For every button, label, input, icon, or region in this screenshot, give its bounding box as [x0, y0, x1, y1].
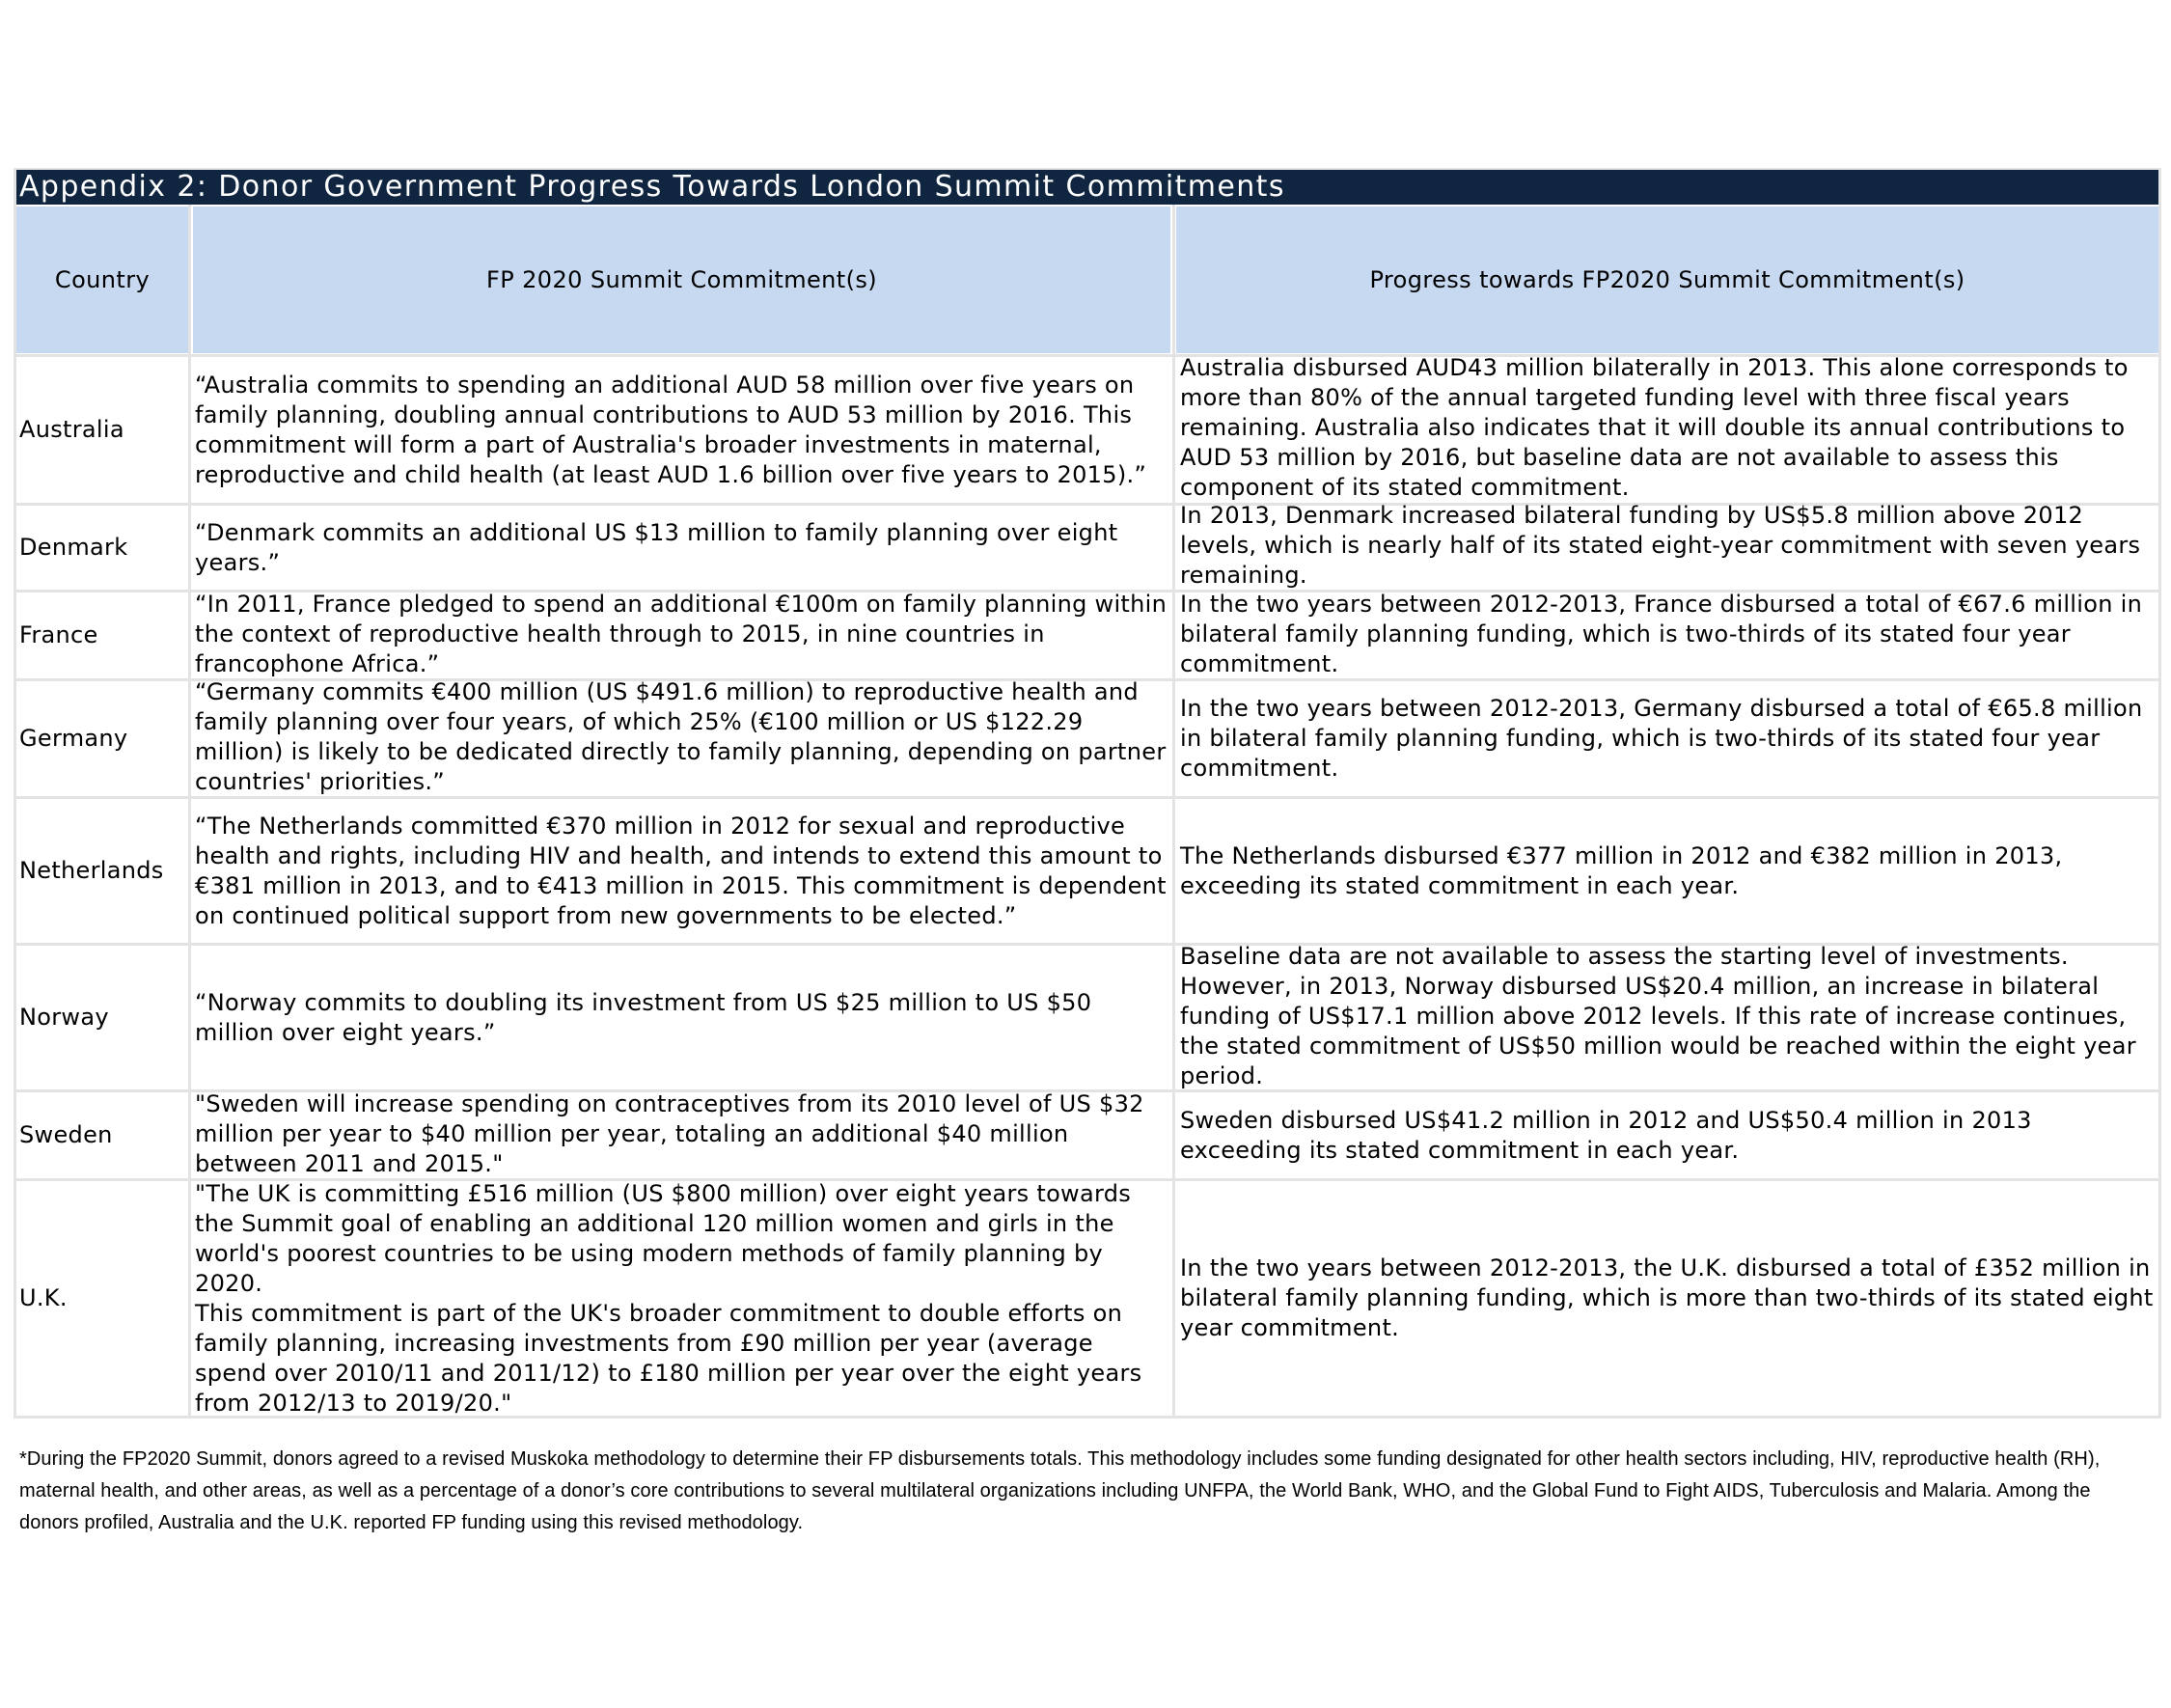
- country-cell: Germany: [19, 725, 128, 752]
- commitment-cell: “Germany commits €400 million (US $491.6 million) to reproductive health and family planning over four years, of which 25% (€100 million or US $122.29 million) is likely to be dedicated directly to family planning, depending on partner countries' priorities.”: [195, 677, 1167, 795]
- country-cell: Sweden: [19, 1121, 113, 1148]
- commitment-cell: “Denmark commits an additional US $13 million to family planning over eight years.”: [195, 518, 1118, 576]
- progress-cell: In the two years between 2012-2013, Germany disbursed a total of €65.8 million in bilateral family planning funding, which is two-thirds of its stated four year commitment.: [1180, 695, 2143, 782]
- progress-cell: In the two years between 2012-2013, the U.K. disbursed a total of £352 million in bilateral family planning funding, which is more than two-thirds of its stated eight year commitment.: [1180, 1254, 2154, 1341]
- commitment-cell: “Norway commits to doubling its investment from US $25 million to US $50 million over eight years.”: [195, 988, 1092, 1046]
- progress-cell: Australia disbursed AUD43 million bilaterally in 2013. This alone corresponds to more than 80% of the annual targeted funding level with three fiscal years remaining. Australia also indicates that it will double its annual contributions to AUD 53 million by 2016, but baseline data are not available to assess this component of its stated commitment.: [1180, 354, 2129, 501]
- table-title: Appendix 2: Donor Government Progress Towards London Summit Commitments: [16, 170, 2158, 205]
- country-cell: France: [19, 621, 98, 648]
- commitment-paragraph: This commitment is part of the UK's broader commitment to double efforts on family planning, increasing investments from £90 million per year (average spend over 2010/11 and 2011/12) to £180 million per year over the eight years from 2012/13 to 2019/20.": [195, 1299, 1142, 1417]
- country-cell: Netherlands: [19, 857, 164, 884]
- progress-cell: Sweden disbursed US$41.2 million in 2012 and US$50.4 million in 2013 exceeding its stated commitment in each year.: [1180, 1106, 2032, 1164]
- column-divider: [188, 205, 191, 1417]
- country-cell: Denmark: [19, 534, 128, 561]
- progress-cell: The Netherlands disbursed €377 million in 2012 and €382 million in 2013, exceeding its stated commitment in each year.: [1180, 841, 2063, 899]
- progress-cell: In the two years between 2012-2013, France disbursed a total of €67.6 million in bilateral family planning funding, which is two-thirds of its stated four year commitment.: [1180, 591, 2143, 677]
- progress-cell: In 2013, Denmark increased bilateral funding by US$5.8 million above 2012 levels, which is nearly half of its stated eight-year commitment with seven years remaining.: [1180, 502, 2141, 589]
- header-country: Country: [16, 207, 188, 353]
- commitment-cell: “In 2011, France pledged to spend an additional €100m on family planning within the context of reproductive health through to 2015, in nine countries in francophone Africa.”: [195, 591, 1168, 677]
- country-cell: Norway: [19, 1004, 109, 1031]
- commitment-cell: “The Netherlands committed €370 million in 2012 for sexual and reproductive health and rights, including HIV and health, and intends to extend this amount to €381 million in 2013, and to €413 million in 2015. This commitment is dependent on continued political support from new governments to be elected.”: [195, 812, 1167, 929]
- progress-cell: Baseline data are not available to assess the starting level of investments. However, in 2013, Norway disbursed US$20.4 million, an increase in bilateral funding of US$17.1 million above 2012 levels. If this rate of increase continues, the stated commitment of US$50 million would be reached within the eight year period.: [1180, 943, 2136, 1089]
- commitment-paragraph: "The UK is committing £516 million (US $800 million) over eight years towards the Summit goal of enabling an additional 120 million women and girls in the world's poorest countries to be using modern methods of family planning by 2020.: [195, 1179, 1132, 1297]
- header-progress: Progress towards FP2020 Summit Commitment(s): [1176, 207, 2158, 353]
- country-cell: Australia: [19, 416, 124, 443]
- country-cell: U.K.: [19, 1284, 68, 1311]
- footnote: *During the FP2020 Summit, donors agreed to a revised Muskoka methodology to determine their FP disbursements totals. This methodology includes some funding designated for other health sectors including, HIV, reproductive health (RH), maternal health, and other areas, as well as a percentage of a donor’s core contributions to several multilateral organizations including UNFPA, the World Bank, WHO, and the Global Fund to Fight AIDS, Tuberculosis and Malaria. Among the donors profiled, Australia and the U.K. reported FP funding using this revised methodology.: [19, 1448, 2101, 1533]
- commitment-cell: "Sweden will increase spending on contraceptives from its 2010 level of US $32 million per year to $40 million per year, totaling an additional $40 million between 2011 and 2015.": [195, 1090, 1144, 1177]
- commitment-cell: “Australia commits to spending an additional AUD 58 million over five years on family planning, doubling annual contributions to AUD 53 million by 2016. This commitment will form a part of Australia's broader investments in maternal, reproductive and child health (at least AUD 1.6 billion over five years to 2015).”: [195, 371, 1147, 488]
- commitment-cell: [195, 1181, 1171, 1416]
- header-commitment: FP 2020 Summit Commitment(s): [193, 207, 1170, 353]
- column-divider: [1172, 205, 1175, 1417]
